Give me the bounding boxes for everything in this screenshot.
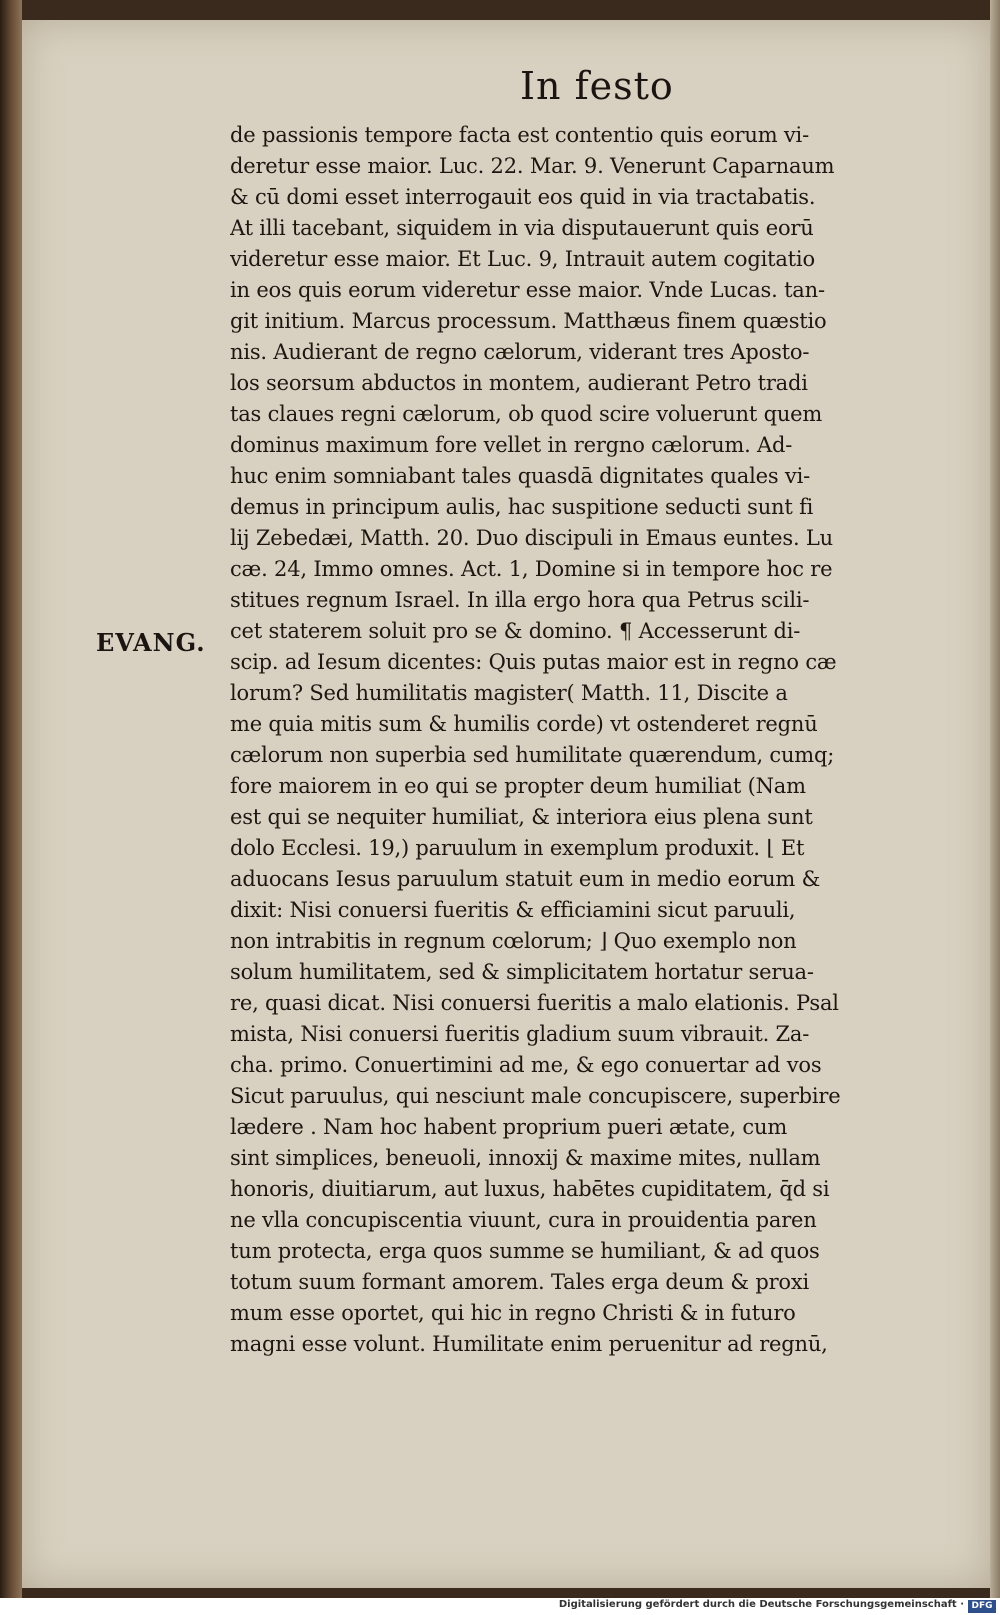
text-line: lij Zebedæi, Matth. 20. Duo discipuli in Emaus euntes. Lu: [230, 526, 833, 550]
text-line: honoris, diuitiarum, aut luxus, habētes cupiditatem, q̄d si: [230, 1177, 830, 1201]
text-line: nis. Audierant de regno cælorum, viderant tres Aposto-: [230, 340, 810, 364]
book-binding-edge: [0, 0, 22, 1598]
text-line: huc enim somniabant tales quasdā dignitates quales vi-: [230, 464, 810, 488]
text-line: magni esse volunt. Humilitate enim peruenitur ad regnū,: [230, 1332, 828, 1356]
text-line: dixit: Nisi conuersi fueritis & efficiamini sicut paruuli,: [230, 898, 796, 922]
text-line: los seorsum abductos in montem, audierant Petro tradi: [230, 371, 808, 395]
text-line: git initium. Marcus processum. Matthæus finem quæstio: [230, 309, 827, 333]
text-line: me quia mitis sum & humilis corde) vt ostenderet regnū: [230, 712, 818, 736]
text-line: dolo Ecclesi. 19,) paruulum in exemplum produxit. ⌊ Et: [230, 836, 805, 860]
text-line: re, quasi dicat. Nisi conuersi fueritis a malo elationis. Psal: [230, 991, 839, 1015]
text-line: aduocans Iesus paruulum statuit eum in medio eorum &: [230, 867, 821, 891]
text-line: scip. ad Iesum dicentes: Quis putas maior est in regno cæ: [230, 650, 837, 674]
text-line: At illi tacebant, siquidem in via disputauerunt quis eorū: [230, 216, 814, 240]
text-line: ne vlla concupiscentia viuunt, cura in prouidentia paren: [230, 1208, 817, 1232]
text-line: in eos quis eorum videretur esse maior. Vnde Lucas. tan-: [230, 278, 825, 302]
text-line: demus in principum aulis, hac suspitione seducti sunt fi: [230, 495, 814, 519]
dfg-logo: DFG: [968, 1600, 996, 1613]
text-line: cælorum non superbia sed humilitate quærendum, cumq;: [230, 743, 835, 767]
text-line: mista, Nisi conuersi fueritis gladium suum vibrauit. Za-: [230, 1022, 810, 1046]
text-line: deretur esse maior. Luc. 22. Mar. 9. Venerunt Caparnaum: [230, 154, 835, 178]
text-line: sint simplices, beneuoli, innoxij & maxime mites, nullam: [230, 1146, 821, 1170]
margin-note: EVANG.: [96, 628, 206, 657]
text-line: tum protecta, erga quos summe se humiliant, & ad quos: [230, 1239, 820, 1263]
text-line: Sicut paruulus, qui nesciunt male concupiscere, superbire: [230, 1084, 841, 1108]
text-line: de passionis tempore facta est contentio quis eorum vi-: [230, 123, 809, 147]
text-line: solum humilitatem, sed & simplicitatem hortatur serua-: [230, 960, 814, 984]
text-line: totum suum formant amorem. Tales erga deum & proxi: [230, 1270, 810, 1294]
text-line: fore maiorem in eo qui se propter deum humiliat (Nam: [230, 774, 806, 798]
page-fore-edge: [990, 0, 1000, 1598]
digitization-credit: Digitalisierung gefördert durch die Deutsche Forschungsgemeinschaft ·: [558, 1599, 964, 1610]
text-line: lorum? Sed humilitatis magister( Matth. 11, Discite a: [230, 681, 788, 705]
text-line: & cū domi esset interrogauit eos quid in via tractabatis.: [230, 185, 816, 209]
text-line: lædere . Nam hoc habent proprium pueri ætate, cum: [230, 1115, 788, 1139]
text-line: cet staterem soluit pro se & domino. ¶ Accesserunt di-: [230, 619, 801, 643]
text-block: [230, 120, 930, 1360]
text-line: mum esse oportet, qui hic in regno Christi & in futuro: [230, 1301, 796, 1325]
text-line: cæ. 24, Immo omnes. Act. 1, Domine si in tempore hoc re: [230, 557, 833, 581]
text-line: cha. primo. Conuertimini ad me, & ego conuertar ad vos: [230, 1053, 822, 1077]
text-line: stitues regnum Israel. In illa ergo hora qua Petrus scili-: [230, 588, 810, 612]
text-line: est qui se nequiter humiliat, & interiora eius plena sunt: [230, 805, 813, 829]
text-line: tas claues regni cælorum, ob quod scire voluerunt quem: [230, 402, 823, 426]
text-line: videretur esse maior. Et Luc. 9, Intrauit autem cogitatio: [230, 247, 815, 271]
text-line: dominus maximum fore vellet in rergno cælorum. Ad-: [230, 433, 793, 457]
running-head: In festo: [520, 64, 674, 108]
text-line: non intrabitis in regnum cœlorum; ⌋ Quo exemplo non: [230, 929, 797, 953]
